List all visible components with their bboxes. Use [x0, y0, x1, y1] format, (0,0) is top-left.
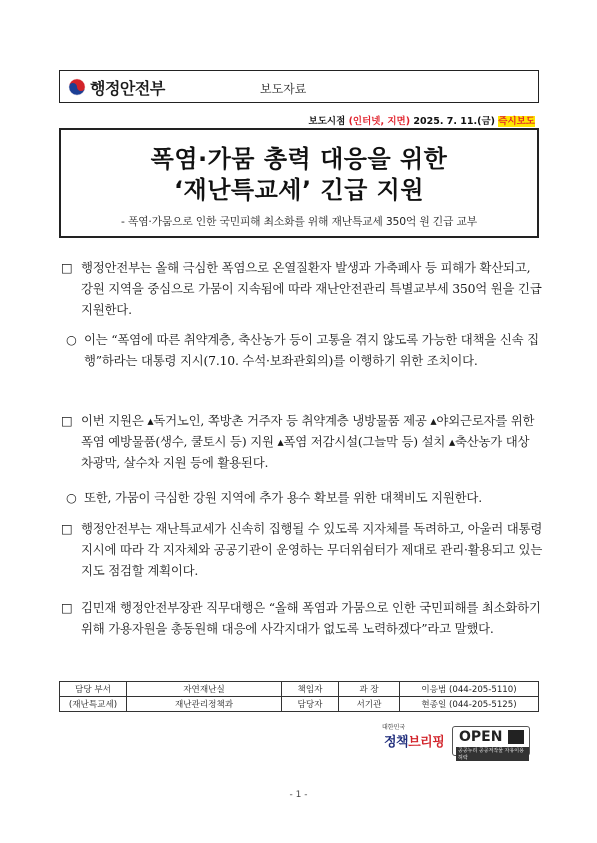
doc-type: 보도자료 [260, 82, 307, 96]
role-label: 책임자 [282, 682, 339, 697]
paragraph-text: 이는 “폭염에 따른 취약계층, 축산농가 등이 고통을 겪지 않도록 가능한 대책을 신속 집행”하라는 대통령 지시(7.10. 수석·보좌관회의)를 이행하기 위한 조치이다. [84, 332, 539, 368]
korea-policy-briefing-logo [384, 731, 444, 750]
position-title: 서기관 [339, 697, 400, 712]
square-bullet: □ [61, 413, 73, 428]
headline-line2: ‘재난특교세’ 긴급 지원 [173, 176, 425, 204]
body-paragraph [66, 329, 542, 371]
body-paragraph [61, 597, 543, 639]
header-box [59, 70, 539, 103]
agency-name: 행정안전부 [90, 78, 165, 98]
footer-logos [382, 722, 532, 762]
brand-part-b: 브리핑 [408, 735, 445, 750]
release-date: 2025. 7. 11.(금) [413, 116, 495, 127]
release-channel: (인터넷, 지면) [348, 116, 411, 127]
position-title: 과 장 [339, 682, 400, 697]
circle-bullet: ○ [66, 490, 77, 505]
open-label: OPEN [459, 729, 503, 745]
paragraph-text: 행정안전부는 재난특교세가 신속히 집행될 수 있도록 지자체를 독려하고, 아울러 대통령 지시에 따라 각 지자체와 공공기관이 운영하는 무더위쉼터가 제대로 관리·활용되고 있는지도 점검할 계획이다. [81, 521, 543, 578]
square-bullet: □ [61, 260, 73, 275]
body-paragraph [61, 518, 543, 581]
office-name: 자연재난실 [127, 682, 282, 697]
square-bullet: □ [61, 600, 73, 615]
subheadline: - 폭염·가뭄으로 인한 국민피해 최소화를 위해 재난특교세 350억 원 긴급 교부 [121, 215, 477, 228]
headline-line1: 폭염·가뭄 총력 대응을 위한 [150, 145, 448, 173]
kogl-open-badge [452, 726, 530, 761]
taegeuk-emblem-icon [68, 78, 86, 96]
korea-policy-briefing-small: 대한민국 [382, 724, 406, 731]
headline [61, 144, 537, 206]
ministry-logo [68, 76, 165, 98]
open-sublabel: 공공누리 공공저작물 자유이용허락 [456, 747, 529, 761]
release-line [309, 113, 535, 127]
circle-bullet: ○ [66, 332, 77, 347]
body-paragraph [61, 257, 543, 320]
role-label: 담당자 [282, 697, 339, 712]
team-name: 재난관리정책과 [127, 697, 282, 712]
dept-sub: (재난특교세) [60, 697, 127, 712]
paragraph-text: 또한, 가뭄이 극심한 강원 지역에 추가 용수 확보를 위한 대책비도 지원한다. [84, 490, 482, 505]
release-label: 보도시점 [308, 116, 346, 127]
body-paragraph [61, 410, 543, 473]
brand-part-a: 정책 [384, 735, 409, 750]
person-contact: 이응범 (044-205-5110) [400, 682, 539, 697]
title-box [59, 128, 539, 238]
table-row [60, 697, 539, 712]
paragraph-text: 행정안전부는 올해 극심한 폭염으로 온열질환자 발생과 가축폐사 등 피해가 확산되고, 강원 지역을 중심으로 가뭄이 지속됨에 따라 재난안전관리 특별교부세 350억 원을 긴급 지원한다. [81, 260, 542, 317]
paragraph-text: 이번 지원은 ▴독거노인, 쪽방촌 거주자 등 취약계층 냉방물품 제공 ▴야외근로자를 위한 폭염 예방물품(생수, 쿨토시 등) 지원 ▴폭염 저감시설(그늘막 등) 설치 ▴축산농가 대상 차광막, 살수차 지원 등에 활용된다. [81, 413, 535, 470]
contact-table [59, 681, 539, 712]
table-row [60, 682, 539, 697]
page-number: - 1 - [289, 790, 308, 800]
dept-label: 담당 부서 [60, 682, 127, 697]
person-contact: 현종일 (044-205-5125) [400, 697, 539, 712]
kogl-type-icon [508, 730, 524, 744]
body-paragraph [66, 487, 544, 508]
release-embargo: 즉시보도 [498, 116, 535, 127]
square-bullet: □ [61, 521, 73, 536]
paragraph-text: 김민재 행정안전부장관 직무대행은 “올해 폭염과 가뭄으로 인한 국민피해를 최소화하기 위해 가용자원을 총동원해 대응에 사각지대가 없도록 노력하겠다”라고 말했다. [81, 600, 541, 636]
